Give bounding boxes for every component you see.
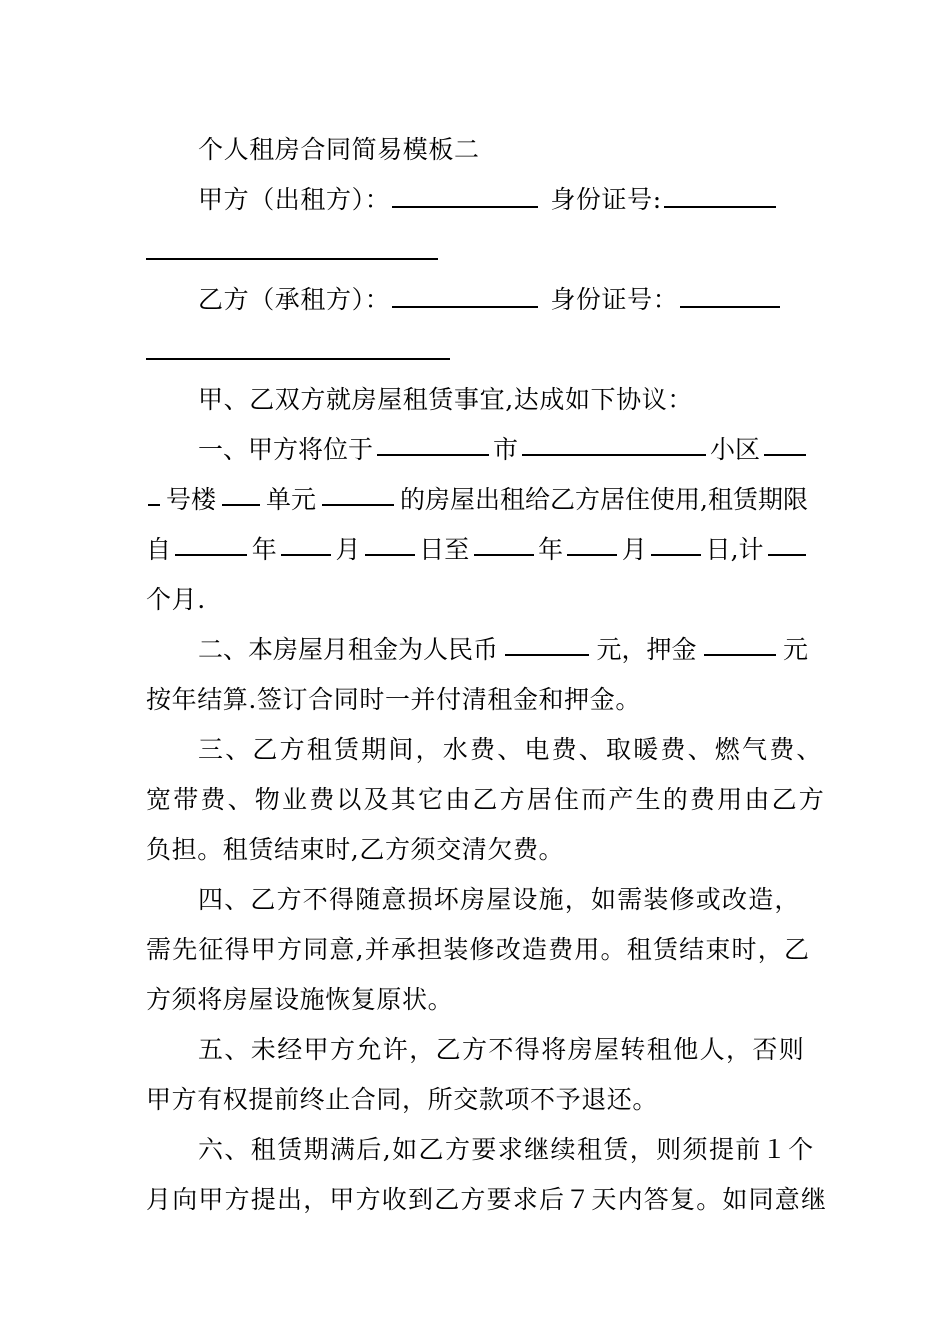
clause-3-line-2: 宽带费、物业费以及其它由乙方居住而产生的费用由乙方 <box>146 785 827 814</box>
clause-1-text: 日,计 <box>705 535 764 564</box>
end-month-blank <box>567 532 617 556</box>
clause-2-line-1 <box>198 632 808 668</box>
party-b-id-blank-continued <box>146 358 450 360</box>
clause-4-line-2: 需先征得甲方同意,并承担装修改造费用。租赁结束时，乙 <box>146 935 811 964</box>
clause-1-text: 小区 <box>709 435 760 464</box>
clause-1-text: 自 <box>146 535 172 564</box>
party-b-name-blank <box>392 284 538 308</box>
monthly-rent-blank <box>505 632 589 656</box>
clause-1-text: 一、甲方将位于 <box>198 435 374 464</box>
party-b-label: 乙方（承租方）： <box>198 285 391 314</box>
total-months-blank <box>768 532 806 556</box>
party-a-id-label: 身份证号: <box>550 185 662 214</box>
party-a-name-blank <box>392 184 538 208</box>
end-day-blank <box>651 532 701 556</box>
start-day-blank <box>365 532 415 556</box>
clause-6-line-2: 月向甲方提出，甲方收到乙方要求后７天内答复。如同意继 <box>146 1185 828 1214</box>
unit-blank <box>222 482 260 506</box>
clause-4-line-1: 四、乙方不得随意损坏房屋设施，如需装修或改造， <box>198 885 801 914</box>
clause-1-text: 的房屋出租给乙方居住使用,租赁期限 <box>400 485 808 514</box>
end-year-blank <box>474 532 534 556</box>
clause-5-line-2: 甲方有权提前终止合同，所交款项不予退还。 <box>146 1085 659 1114</box>
clause-3-line-3: 负担。租赁结束时,乙方须交清欠费。 <box>146 835 565 864</box>
clause-1-line-3 <box>146 532 808 568</box>
clause-4-line-3: 方须将房屋设施恢复原状。 <box>146 985 454 1014</box>
clause-1-text: 单元 <box>266 485 317 514</box>
clause-1-text: 市 <box>492 435 518 464</box>
clause-2-text: 元 <box>782 635 808 664</box>
party-a-id-blank-continued <box>146 258 438 260</box>
clause-2-text: 元，押金 <box>596 635 697 664</box>
clause-1-line-4: 个月. <box>146 585 206 614</box>
party-b-id-label: 身份证号： <box>550 285 679 314</box>
community-blank <box>522 432 706 456</box>
clause-1-text: 年 <box>538 535 564 564</box>
clause-1-text: 日至 <box>419 535 470 564</box>
deposit-blank <box>704 632 776 656</box>
clause-2-line-2: 按年结算.签订合同时一并付清租金和押金。 <box>146 685 641 714</box>
clause-6-line-1: 六、租赁期满后,如乙方要求继续租赁，则须提前１个 <box>198 1135 815 1164</box>
clause-1-text: 月 <box>621 535 647 564</box>
clause-1-line-2 <box>146 482 808 518</box>
city-blank <box>377 432 489 456</box>
agreement-intro: 甲、乙双方就房屋租赁事宜,达成如下协议： <box>198 385 693 414</box>
start-month-blank <box>281 532 331 556</box>
clause-5-line-1: 五、未经甲方允许，乙方不得将房屋转租他人，否则 <box>198 1035 806 1064</box>
document-title: 个人租房合同简易模板二 <box>198 135 480 164</box>
start-year-blank <box>175 532 247 556</box>
party-a-id-blank <box>664 184 776 208</box>
party-b-line <box>198 282 782 318</box>
clause-1-text: 号楼 <box>166 485 217 514</box>
building-blank <box>764 432 806 456</box>
clause-1-text: 月 <box>335 535 361 564</box>
party-b-id-blank <box>680 284 780 308</box>
party-a-line <box>198 182 778 218</box>
clause-1-line-1 <box>198 432 808 468</box>
clause-2-text: 二、本房屋月租金为人民币 <box>198 635 499 664</box>
clause-3-line-1: 三、乙方租赁期间，水费、电费、取暖费、燃气费、 <box>198 735 824 764</box>
party-a-label: 甲方（出租方）： <box>198 185 391 214</box>
room-blank <box>322 482 394 506</box>
clause-1-text: 年 <box>251 535 277 564</box>
building-blank-continued <box>148 482 160 506</box>
